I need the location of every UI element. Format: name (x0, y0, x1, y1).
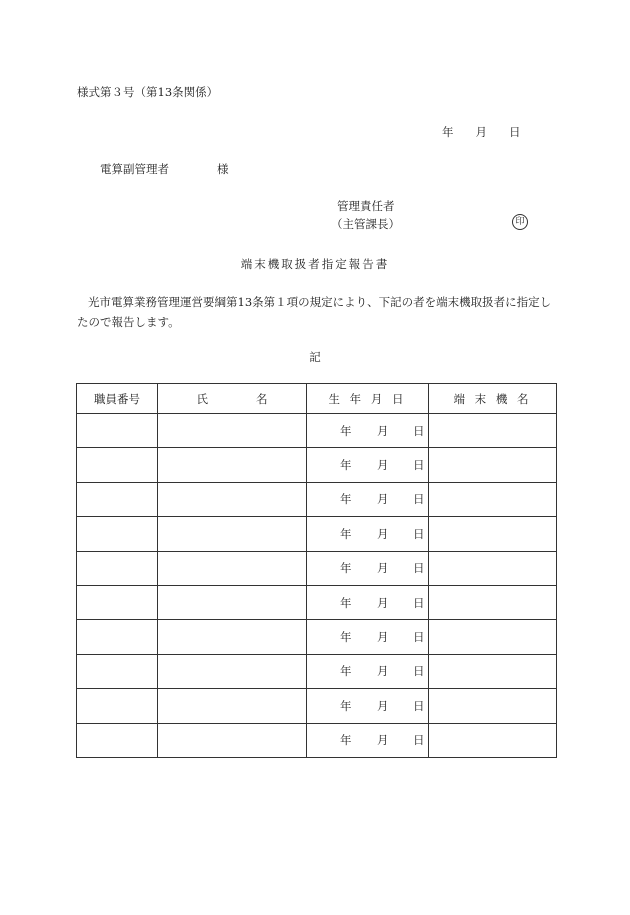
terminal-name-cell[interactable] (429, 620, 557, 654)
birth-month-label: 月 (377, 458, 389, 473)
staff-number-cell[interactable] (77, 482, 158, 516)
staff-number-cell[interactable] (77, 551, 158, 585)
date-day-label: 日 (509, 125, 521, 139)
table-row (77, 448, 557, 482)
terminal-name-header: 端 末 機 名 (429, 384, 557, 414)
birth-year-label: 年 (340, 492, 352, 507)
staff-number-cell[interactable] (77, 585, 158, 619)
terminal-name-cell[interactable] (429, 585, 557, 619)
name-cell[interactable] (158, 723, 307, 757)
birth-day-label: 日 (413, 733, 425, 748)
birth-date-header: 生 年 月 日 (307, 384, 429, 414)
birth-date-cell[interactable] (307, 551, 429, 585)
name-cell[interactable] (158, 551, 307, 585)
birth-year-label: 年 (340, 423, 352, 438)
form-number: 様式第３号（第13条関係） (77, 85, 219, 99)
birth-date-cell[interactable] (307, 482, 429, 516)
terminal-name-cell[interactable] (429, 551, 557, 585)
table-header-row (77, 384, 557, 414)
staff-number-cell[interactable] (77, 723, 158, 757)
staff-number-cell[interactable] (77, 517, 158, 551)
birth-date-cell[interactable] (307, 414, 429, 448)
table-row (77, 620, 557, 654)
birth-date-cell[interactable] (307, 585, 429, 619)
birth-year-label: 年 (340, 630, 352, 645)
table-row (77, 723, 557, 757)
seal-mark: 印 (512, 214, 528, 230)
birth-month-label: 月 (377, 664, 389, 679)
name-family-label: 氏 (196, 391, 208, 406)
name-cell[interactable] (158, 689, 307, 723)
terminal-name-cell[interactable] (429, 482, 557, 516)
staff-number-cell[interactable] (77, 414, 158, 448)
table-row (77, 654, 557, 688)
date-month-label: 月 (475, 125, 487, 139)
name-cell[interactable] (158, 482, 307, 516)
birth-day-label: 日 (413, 492, 425, 507)
birth-month-label: 月 (377, 630, 389, 645)
birth-day-label: 日 (413, 698, 425, 713)
birth-date-cell[interactable] (307, 654, 429, 688)
birth-day-label: 日 (413, 561, 425, 576)
terminal-name-cell[interactable] (429, 723, 557, 757)
table-row (77, 585, 557, 619)
staff-number-cell[interactable] (77, 689, 158, 723)
terminal-name-cell[interactable] (429, 654, 557, 688)
date-year-label: 年 (442, 125, 454, 139)
birth-year-label: 年 (340, 664, 352, 679)
birth-year-label: 年 (340, 733, 352, 748)
manager-title: 管理責任者 (337, 199, 395, 213)
name-cell[interactable] (158, 620, 307, 654)
addressee-line (100, 161, 229, 177)
terminal-name-cell[interactable] (429, 448, 557, 482)
addressee: 電算副管理者 (100, 162, 169, 176)
date-line (442, 124, 521, 140)
birth-month-label: 月 (377, 526, 389, 541)
records-table (76, 383, 557, 758)
table-row (77, 414, 557, 448)
table-row (77, 482, 557, 516)
ki-heading: 記 (309, 350, 321, 364)
birth-date-cell[interactable] (307, 448, 429, 482)
terminal-name-cell[interactable] (429, 689, 557, 723)
birth-month-label: 月 (377, 492, 389, 507)
birth-month-label: 月 (377, 733, 389, 748)
birth-year-label: 年 (340, 698, 352, 713)
terminal-name-cell[interactable] (429, 517, 557, 551)
birth-day-label: 日 (413, 664, 425, 679)
birth-date-cell[interactable] (307, 689, 429, 723)
table-row (77, 517, 557, 551)
name-cell[interactable] (158, 585, 307, 619)
birth-day-label: 日 (413, 526, 425, 541)
table-row (77, 689, 557, 723)
birth-date-cell[interactable] (307, 517, 429, 551)
birth-month-label: 月 (377, 423, 389, 438)
birth-month-label: 月 (377, 595, 389, 610)
birth-year-label: 年 (340, 595, 352, 610)
staff-number-header: 職員番号 (77, 384, 158, 414)
name-cell[interactable] (158, 414, 307, 448)
birth-year-label: 年 (340, 458, 352, 473)
birth-day-label: 日 (413, 630, 425, 645)
birth-date-cell[interactable] (307, 620, 429, 654)
staff-number-cell[interactable] (77, 448, 158, 482)
name-cell[interactable] (158, 654, 307, 688)
birth-day-label: 日 (413, 595, 425, 610)
honorific: 様 (217, 162, 229, 176)
table-row (77, 551, 557, 585)
birth-date-cell[interactable] (307, 723, 429, 757)
birth-month-label: 月 (377, 561, 389, 576)
staff-number-cell[interactable] (77, 654, 158, 688)
birth-year-label: 年 (340, 526, 352, 541)
name-cell[interactable] (158, 448, 307, 482)
birth-month-label: 月 (377, 698, 389, 713)
name-cell[interactable] (158, 517, 307, 551)
birth-day-label: 日 (413, 423, 425, 438)
document-title: 端末機取扱者指定報告書 (240, 257, 390, 271)
birth-year-label: 年 (340, 561, 352, 576)
body-text: 光市電算業務管理運営要綱第13条第１項の規定により、下記の者を端末機取扱者に指定したので報告します。 (77, 295, 552, 329)
staff-number-cell[interactable] (77, 620, 158, 654)
birth-day-label: 日 (413, 458, 425, 473)
name-given-label: 名 (256, 391, 268, 406)
terminal-name-cell[interactable] (429, 414, 557, 448)
manager-subtitle: （主管課長） (331, 217, 400, 231)
name-header (158, 384, 307, 414)
